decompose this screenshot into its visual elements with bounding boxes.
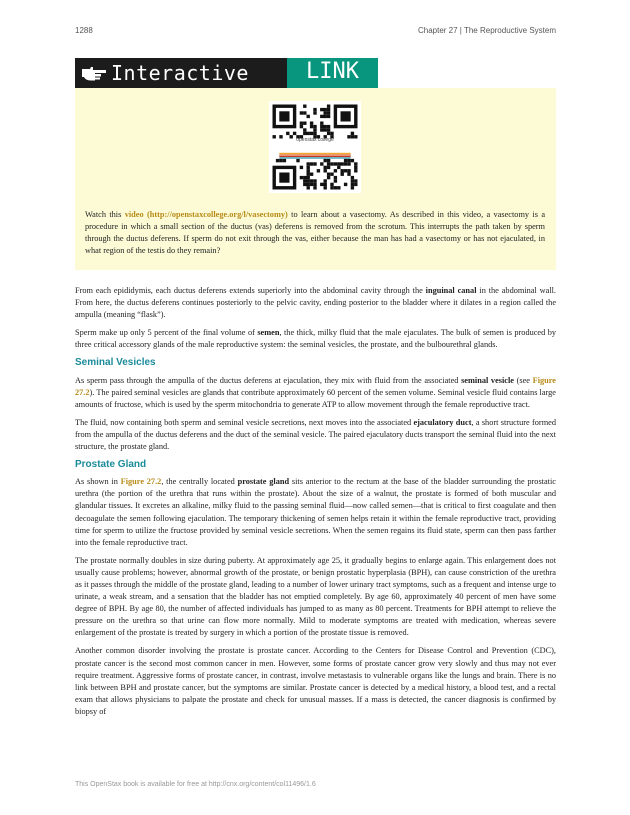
paragraph-ejaculatory-duct <box>75 417 556 453</box>
banner-green-panel <box>287 58 378 88</box>
term-seminal-vesicle: seminal vesicle <box>461 375 514 385</box>
main-text <box>75 285 556 724</box>
pointing-hand-icon <box>81 64 107 82</box>
paragraph-seminal-vesicle <box>75 375 556 411</box>
heading-seminal-vesicles: Seminal Vesicles <box>75 357 156 369</box>
banner-word: Interactive <box>111 61 249 85</box>
term-ejaculatory-duct: ejaculatory duct <box>413 417 472 427</box>
interactive-link-box <box>75 88 556 270</box>
term-inguinal-canal: inguinal canal <box>425 286 477 295</box>
text: sits anterior to the rectum at the base of the bladder surrounding the prostatic urethra (the portion of the urethra that runs within the prostate). About the size of a walnut, the prostate is formed of both muscular and glandular tissues. It excretes an alkaline, milky fluid to the passing seminal fluid—now called semen—that is critical to first coagulate and then decoagulate the semen following ejaculation. The temporary thickening of semen helps retain it within the female reproductive tract, providing time for sperm to utilize the fructose provided by seminal vesicle secretions. When the semen regains its fluid state, sperm can then pass farther into the female reproductive tract. <box>75 477 556 547</box>
page-footer: This OpenStax book is available for free at http://cnx.org/content/col11496/1.6 <box>75 781 316 788</box>
text: , the thick, milky fluid that the male ejaculates. The bulk of semen is produced by three critical accessory glands of the male reproductive system: the seminal vesicles, the prostate, and the bulbourethral glands. <box>75 328 557 350</box>
paragraph-bph: The prostate normally doubles in size during puberty. At approximately age 25, it gradually begins to enlarge again. This enlargement does not usually cause problems; however, abnormal growth of the prostate, or benign prostatic hyperplasia (BPH), can cause constriction of the urethra as it passes through the middle of the prostate gland, leading to a number of lower urinary tract symptoms, such as a frequent and intense urge to urinate, a weak stream, and a sensation that the bladder has not emptied completely. By age 60, approximately 40 percent of men have some degree of BPH. By age 80, the number of affected individuals has jumped to as many as 80 percent. Treatments for BPH attempt to relieve the pressure on the urethra so that urine can flow more normally. Mild to moderate symptoms are treated with medication, whereas severe enlargement of the prostate is treated by surgery in which a portion of the prostate tissue is removed. <box>75 555 556 638</box>
text: , a short structure formed from the ampulla of the ductus deferens and the duct of the seminal vesicle. The paired ejaculatory ducts transport the seminal fluid into the next structure, the prostate gland. <box>75 417 556 452</box>
term-prostate-gland: prostate gland <box>237 477 290 487</box>
banner-link-word: LINK <box>306 59 359 84</box>
text: ). The paired seminal vesicles are glands that contribute approximately 60 percent of the semen volume. Seminal vesicle fluid contains large amounts of fructose, which is used by the sperm mitochondria to generate ATP to allow movement through the female reproductive tract. <box>75 387 556 409</box>
paragraph-semen <box>75 327 556 351</box>
heading-prostate-gland: Prostate Gland <box>75 459 147 471</box>
text: As sperm pass through the ampulla of the ductus deferens at ejaculation, they mix with fluid from the associated <box>75 375 462 385</box>
figure-link[interactable]: Figure 27.2 <box>75 375 556 397</box>
text: The fluid, now containing both sperm and seminal vesicle secretions, next moves into the associated <box>75 417 414 427</box>
text: , the centrally located <box>161 477 238 487</box>
text: From each epididymis, each ductus deferens extends superiorly into the abdominal cavity through the <box>75 286 426 295</box>
term-semen: semen <box>257 328 280 338</box>
page-number: 1288 <box>75 26 93 35</box>
chapter-title: Chapter 27 | The Reproductive System <box>418 26 556 35</box>
qr-label: openstax college <box>296 137 334 143</box>
text: Sperm make up only 5 percent of the final volume of <box>75 328 258 338</box>
paragraph-prostate-cancer: Another common disorder involving the prostate is prostate cancer. According to the Centers for Disease Control and Prevention (CDC), prostate cancer is the second most common cancer in men. However, some forms of prostate cancer grow very slowly and thus may not ever require treatment. Aggressive forms of prostate cancer, in contrast, involve metastasis to vulnerable organs like the lungs and brain. There is no link between BPH and prostate cancer, but the symptoms are similar. Prostate cancer is detected by a medical history, a blood test, and a rectal exam that allows physicians to palpate the prostate and check for unusual masses. If a mass is detected, the cancer diagnosis is confirmed by biopsy of <box>75 646 556 716</box>
video-link[interactable]: video (http://openstaxcollege.org/l/vasectomy) <box>124 210 288 219</box>
paragraph-prostate-gland <box>75 476 556 549</box>
link-box-pre: Watch this <box>85 210 125 219</box>
banner-dark-panel <box>75 58 287 88</box>
text: (see <box>513 375 533 385</box>
text: As shown in <box>75 477 121 487</box>
text: in the abdominal wall. From here, the ductus deferens continues posteriorly to the pelvic cavity, ending posterior to the bladder where it dilates in a region called the ampulla (meaning “flask”). <box>75 286 557 320</box>
interactive-link-banner <box>75 58 378 88</box>
figure-link[interactable]: Figure 27.2 <box>120 477 162 487</box>
link-box-text <box>85 209 545 257</box>
link-box-post: to learn about a vasectomy. As described in this video, a vasectomy is a procedure in which a small section of the ductus (vas) deferens is removed from the scrotum. This interrupts the path taken by sperm through the ductus deferens. If sperm do not exit through the vas, either because the man has had a vasectomy or has not ejaculated, in what region of the testis do they remain? <box>85 210 545 255</box>
qr-code-icon[interactable] <box>269 101 361 193</box>
paragraph-epididymis <box>75 285 556 321</box>
